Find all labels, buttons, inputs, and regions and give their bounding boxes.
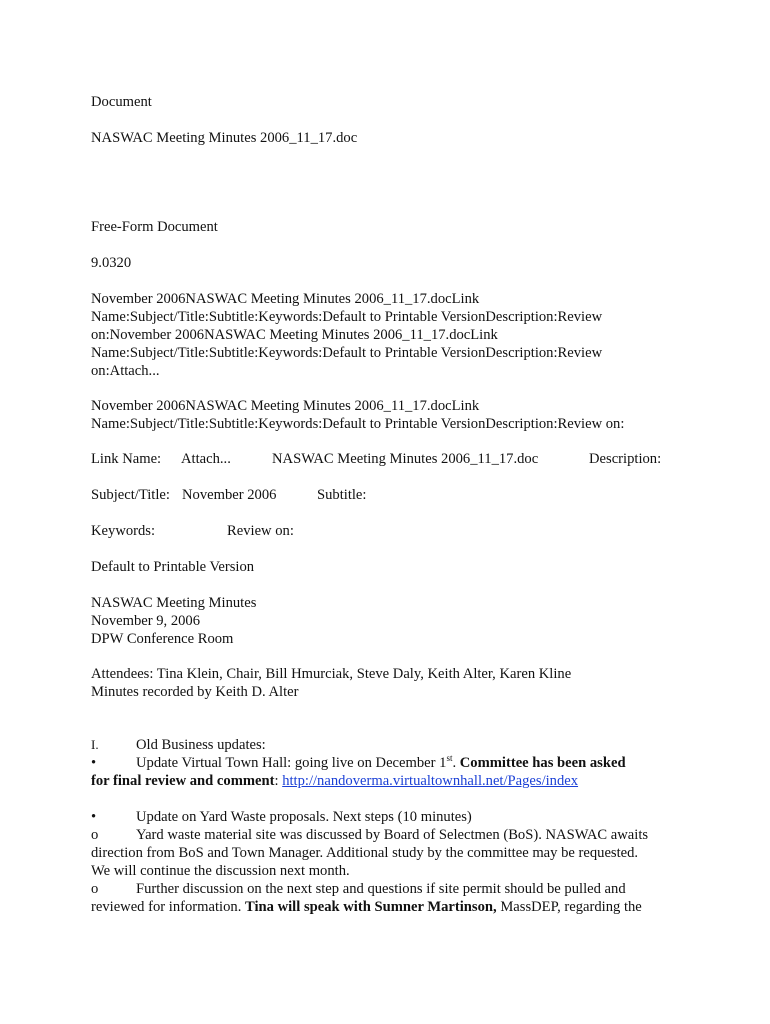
item-colon: : bbox=[274, 773, 283, 789]
metadata-line: Name:Subject/Title:Subtitle:Keywords:Default to Printable VersionDescription:Review on: bbox=[91, 416, 625, 432]
doc-type: Free-Form Document bbox=[91, 219, 218, 235]
meeting-title: NASWAC Meeting Minutes bbox=[91, 595, 257, 611]
file-name: NASWAC Meeting Minutes 2006_11_17.doc bbox=[91, 130, 358, 146]
subject-title-label: Subject/Title: bbox=[91, 487, 170, 503]
sub-bullet-icon: o bbox=[91, 827, 99, 843]
sub-item-bold-text: Tina will speak with Sumner Martinson, bbox=[245, 899, 497, 915]
link-file-name: NASWAC Meeting Minutes 2006_11_17.doc bbox=[272, 451, 539, 467]
item-yard-waste: Update on Yard Waste proposals. Next steps (10 minutes) bbox=[136, 809, 472, 825]
keywords-label: Keywords: bbox=[91, 523, 156, 539]
recorder-line: Minutes recorded by Keith D. Alter bbox=[91, 684, 299, 700]
item-virtual-town-hall bbox=[136, 755, 626, 772]
metadata-line: on:November 2006NASWAC Meeting Minutes 2006_11_17.docLink bbox=[91, 327, 498, 343]
sub-item-line bbox=[91, 899, 642, 916]
sub-bullet-icon: o bbox=[91, 881, 99, 897]
metadata-block-1 bbox=[91, 290, 691, 380]
attendees-line: Attendees: Tina Klein, Chair, Bill Hmurciak, Steve Daly, Keith Alter, Karen Kline bbox=[91, 666, 572, 682]
item-text: Update Virtual Town Hall: going live on December 1 bbox=[136, 755, 447, 771]
link-name-label: Link Name: bbox=[91, 451, 162, 467]
sub-item-line: direction from BoS and Town Manager. Additional study by the committee may be requested. bbox=[91, 845, 639, 861]
doc-label: Document bbox=[91, 94, 152, 110]
item-text: . bbox=[452, 755, 460, 771]
item-virtual-town-hall-cont bbox=[91, 773, 578, 790]
ordinal-suffix: st bbox=[446, 753, 453, 764]
metadata-line: on:Attach... bbox=[91, 363, 160, 379]
sub-item-line: Further discussion on the next step and questions if site permit should be pulled and bbox=[136, 881, 626, 897]
attendance-block bbox=[91, 665, 691, 701]
metadata-line: Name:Subject/Title:Subtitle:Keywords:Default to Printable VersionDescription:Review bbox=[91, 345, 603, 361]
bullet-icon: • bbox=[91, 755, 97, 771]
sub-item-line: We will continue the discussion next month. bbox=[91, 863, 350, 879]
link-name-value: Attach... bbox=[181, 451, 231, 467]
bullet-icon: • bbox=[91, 809, 97, 825]
meeting-location: DPW Conference Room bbox=[91, 631, 234, 647]
version-number: 9.0320 bbox=[91, 255, 132, 271]
metadata-line: November 2006NASWAC Meeting Minutes 2006_11_17.docLink bbox=[91, 398, 480, 414]
metadata-block-2 bbox=[91, 397, 691, 433]
printable-version-text: Default to Printable Version bbox=[91, 559, 255, 575]
subtitle-label: Subtitle: bbox=[317, 487, 367, 503]
section-title: Old Business updates: bbox=[136, 737, 266, 753]
sub-item-text: MassDEP, regarding the bbox=[496, 899, 642, 915]
metadata-line: Name:Subject/Title:Subtitle:Keywords:Default to Printable VersionDescription:Review bbox=[91, 309, 603, 325]
section-numeral: I. bbox=[91, 737, 99, 752]
virtual-town-hall-link[interactable]: http://nandoverma.virtualtownhall.net/Pages/index bbox=[282, 773, 579, 789]
item-bold-text: for final review and comment bbox=[91, 773, 275, 789]
review-on-label: Review on: bbox=[227, 523, 294, 539]
metadata-line: November 2006NASWAC Meeting Minutes 2006_11_17.docLink bbox=[91, 291, 480, 307]
description-label: Description: bbox=[589, 451, 662, 467]
item-bold-text: Committee has been asked bbox=[459, 755, 626, 771]
sub-item-text: reviewed for information. bbox=[91, 899, 245, 915]
sub-item-line: Yard waste material site was discussed by Board of Selectmen (BoS). NASWAC awaits bbox=[136, 827, 649, 843]
meeting-date: November 9, 2006 bbox=[91, 613, 201, 629]
subject-title-value: November 2006 bbox=[182, 487, 277, 503]
meeting-heading bbox=[91, 594, 691, 648]
